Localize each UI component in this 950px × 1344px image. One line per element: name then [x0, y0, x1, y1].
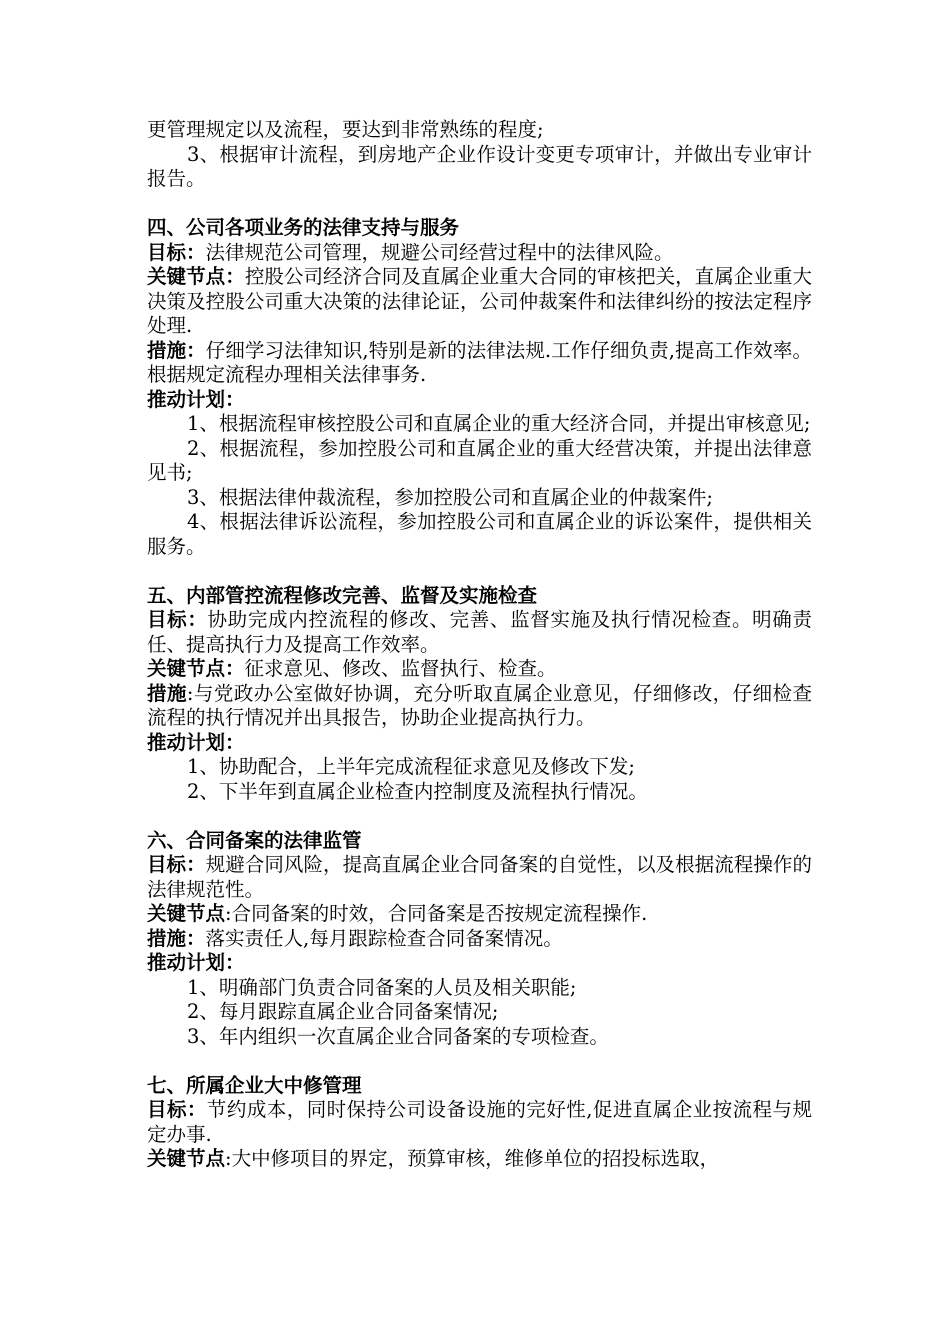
target-label: 目标：: [147, 853, 206, 876]
target-label: 目标：: [147, 240, 206, 264]
section-5-target: [147, 608, 812, 657]
section-title-7: 七、所属企业大中修管理: [147, 1073, 362, 1097]
measure-text: :与党政办公室做好协调，充分听取直属企业意见，仔细修改，仔细检查流程的执行情况并出具报告，协助企业提高执行力。: [147, 681, 812, 729]
section-4-target: [147, 241, 812, 266]
target-label: 目标：: [147, 1098, 207, 1121]
key-label: 关键节点: [147, 902, 226, 925]
target-label: 目标：: [147, 608, 208, 631]
section-6-measure: [147, 927, 812, 952]
key-text: 征求意见、修改、监督执行、检查。: [244, 657, 557, 680]
section-7-key: [147, 1147, 812, 1172]
section-title-5: 五、内部管控流程修改完善、监督及实施检查: [147, 583, 538, 607]
plan-item: 1、明确部门负责合同备案的人员及相关职能;: [187, 975, 577, 999]
measure-label: 措施：: [147, 926, 206, 950]
plan-item: 2、下半年到直属企业检查内控制度及流程执行情况。: [187, 779, 648, 803]
measure-text: 仔细学习法律知识,特别是新的法律法规.工作仔细负责,提高工作效率。根据规定流程办理相关法律事务.: [147, 338, 812, 386]
plan-item: 3、年内组织一次直属企业合同备案的专项检查。: [187, 1024, 609, 1048]
section-6-plan-label: 推动计划：: [147, 951, 245, 974]
section-5-measure: [147, 682, 812, 731]
key-text: :大中修项目的界定，预算审核，维修单位的招投标选取，: [225, 1147, 720, 1170]
intro-paragraph-1: 更管理规定以及流程，要达到非常熟练的程度;: [147, 118, 544, 141]
measure-text: 落实责任人,每月跟踪检查合同备案情况。: [205, 926, 563, 950]
measure-label: 措施：: [147, 338, 206, 362]
target-text: 规避合同风险，提高直属企业合同备案的自觉性，以及根据流程操作的法律规范性。: [147, 853, 812, 901]
target-text: 法律规范公司管理，规避公司经营过程中的法律风险。: [205, 240, 674, 264]
key-text: :合同备案的时效，合同备案是否按规定流程操作.: [225, 902, 648, 925]
key-label: 关键节点: [147, 1147, 226, 1170]
key-text: 控股公司经济合同及直属企业重大合同的审核把关，直属企业重大决策及控股公司重大决策的法律论证，公司仲裁案件和法律纠纷的按法定程序处理.: [147, 265, 812, 337]
section-4-plan-label: 推动计划：: [147, 387, 245, 411]
plan-item: 1、根据流程审核控股公司和直属企业的重大经济合同，并提出审核意见;: [187, 412, 811, 435]
section-6-target: [147, 853, 812, 902]
section-title-6: 六、合同备案的法律监管: [147, 828, 362, 852]
plan-item: 3、根据法律仲裁流程，参加控股公司和直属企业的仲裁案件;: [187, 485, 713, 509]
section-5-plan-label: 推动计划：: [147, 730, 245, 754]
target-text: 协助完成内控流程的修改、完善、监督实施及执行情况检查。明确责任、提高执行力及提高工作效率。: [147, 608, 812, 656]
plan-item: 4、根据法律诉讼流程，参加控股公司和直属企业的诉讼案件，提供相关服务。: [147, 510, 812, 558]
plan-item: 1、协助配合，上半年完成流程征求意见及修改下发;: [187, 755, 635, 778]
section-4-measure: [147, 339, 812, 388]
intro-paragraph-2: 3、根据审计流程，到房地产企业作设计变更专项审计，并做出专业审计报告。: [147, 142, 812, 190]
section-6-key: [147, 902, 812, 927]
document-page: [147, 118, 812, 1172]
measure-label: 措施: [147, 681, 187, 705]
plan-item: 2、每月跟踪直属企业合同备案情况;: [187, 1000, 499, 1023]
section-title-4: 四、公司各项业务的法律支持与服务: [147, 216, 460, 239]
target-text: 节约成本，同时保持公司设备设施的完好性,促进直属企业按流程与规定办事.: [147, 1098, 812, 1146]
section-4-key: [147, 265, 812, 339]
key-label: 关键节点：: [147, 657, 245, 680]
section-5-key: [147, 657, 812, 682]
section-7-target: [147, 1098, 812, 1147]
plan-item: 2、根据流程，参加控股公司和直属企业的重大经营决策，并提出法律意见书;: [147, 436, 812, 484]
key-label: 关键节点：: [147, 265, 245, 288]
